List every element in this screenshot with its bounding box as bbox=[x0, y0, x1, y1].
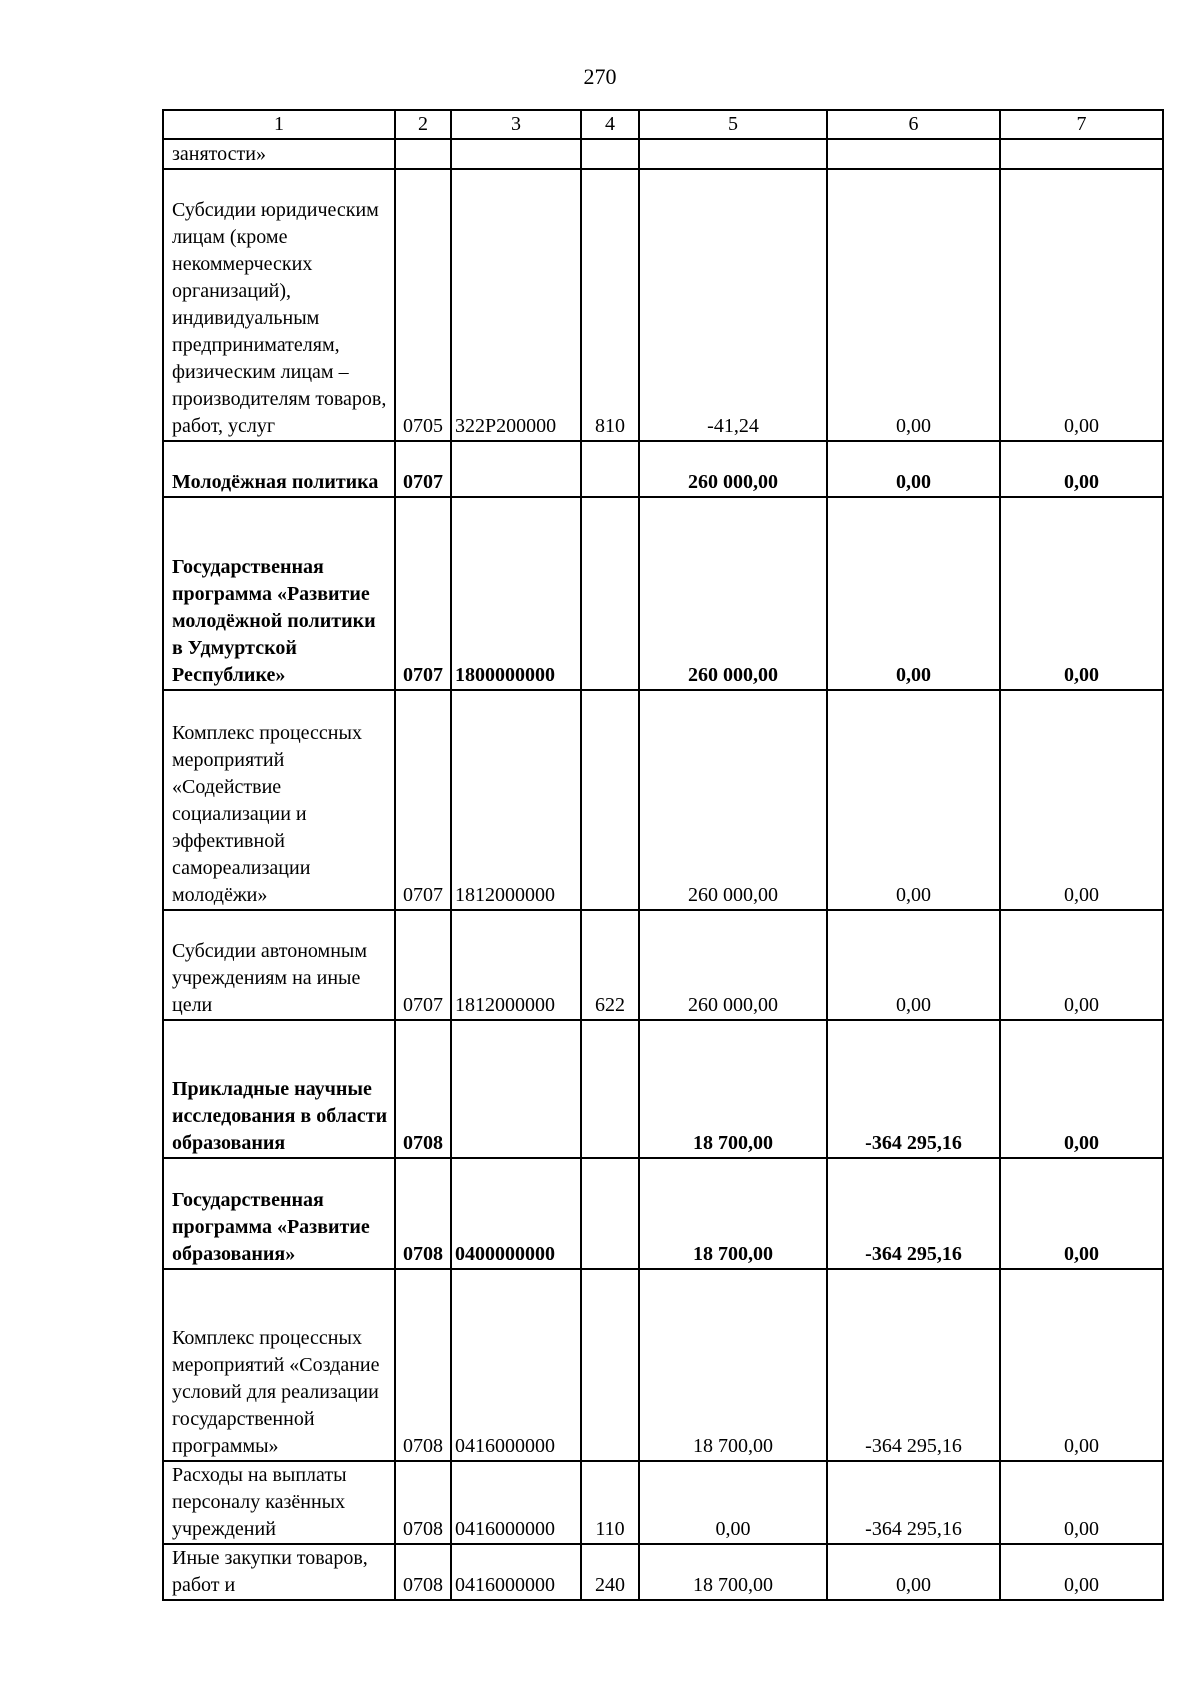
amount-col5-cell bbox=[639, 139, 827, 169]
amount-col6-cell: 0,00 bbox=[827, 497, 1000, 690]
section-code-cell: 0707 bbox=[395, 497, 451, 690]
section-code-cell: 0708 bbox=[395, 1020, 451, 1158]
expense-type-cell bbox=[581, 690, 639, 910]
page-number: 270 bbox=[583, 64, 617, 89]
amount-col7-cell: 0,00 bbox=[1000, 1020, 1163, 1158]
amount-col6-cell: 0,00 bbox=[827, 169, 1000, 441]
table-row bbox=[163, 169, 1163, 441]
amount-col6-cell: 0,00 bbox=[827, 1544, 1000, 1600]
expense-type-cell bbox=[581, 497, 639, 690]
section-code-cell: 0705 bbox=[395, 169, 451, 441]
table-row bbox=[163, 1158, 1163, 1269]
header-row bbox=[163, 110, 1163, 139]
amount-col6-cell: 0,00 bbox=[827, 690, 1000, 910]
budget-table bbox=[162, 109, 1164, 1601]
amount-col7-cell: 0,00 bbox=[1000, 169, 1163, 441]
expense-type-cell bbox=[581, 139, 639, 169]
row-name-cell: Государственная программа «Развитие молодёжной политики в Удмуртской Республике» bbox=[163, 497, 395, 690]
amount-col7-cell: 0,00 bbox=[1000, 1269, 1163, 1461]
amount-col7-cell: 0,00 bbox=[1000, 690, 1163, 910]
header-col-3: 3 bbox=[451, 110, 581, 139]
amount-col5-cell: 18 700,00 bbox=[639, 1020, 827, 1158]
section-code-cell: 0708 bbox=[395, 1269, 451, 1461]
target-article-cell bbox=[451, 441, 581, 497]
row-name-cell: Комплекс процессных мероприятий «Создание условий для реализации государственной программы» bbox=[163, 1269, 395, 1461]
amount-col6-cell: -364 295,16 bbox=[827, 1158, 1000, 1269]
header-col-6: 6 bbox=[827, 110, 1000, 139]
table-row bbox=[163, 139, 1163, 169]
amount-col7-cell: 0,00 bbox=[1000, 441, 1163, 497]
amount-col6-cell: 0,00 bbox=[827, 910, 1000, 1020]
target-article-cell: 1800000000 bbox=[451, 497, 581, 690]
row-name-cell: Субсидии автономным учреждениям на иные цели bbox=[163, 910, 395, 1020]
amount-col7-cell bbox=[1000, 139, 1163, 169]
amount-col6-cell: 0,00 bbox=[827, 441, 1000, 497]
amount-col7-cell: 0,00 bbox=[1000, 1544, 1163, 1600]
target-article-cell: 322P200000 bbox=[451, 169, 581, 441]
header-col-4: 4 bbox=[581, 110, 639, 139]
row-name-cell: Расходы на выплаты персоналу казённых учреждений bbox=[163, 1461, 395, 1544]
row-name-cell: занятости» bbox=[163, 139, 395, 169]
header-col-5: 5 bbox=[639, 110, 827, 139]
amount-col7-cell: 0,00 bbox=[1000, 910, 1163, 1020]
expense-type-cell: 110 bbox=[581, 1461, 639, 1544]
expense-type-cell: 240 bbox=[581, 1544, 639, 1600]
target-article-cell bbox=[451, 1020, 581, 1158]
target-article-cell: 1812000000 bbox=[451, 910, 581, 1020]
amount-col5-cell: 18 700,00 bbox=[639, 1158, 827, 1269]
target-article-cell: 0416000000 bbox=[451, 1269, 581, 1461]
amount-col5-cell: 18 700,00 bbox=[639, 1544, 827, 1600]
amount-col6-cell: -364 295,16 bbox=[827, 1461, 1000, 1544]
section-code-cell: 0707 bbox=[395, 690, 451, 910]
target-article-cell: 0400000000 bbox=[451, 1158, 581, 1269]
target-article-cell bbox=[451, 139, 581, 169]
section-code-cell: 0708 bbox=[395, 1461, 451, 1544]
amount-col5-cell: 260 000,00 bbox=[639, 497, 827, 690]
amount-col6-cell: -364 295,16 bbox=[827, 1020, 1000, 1158]
section-code-cell: 0707 bbox=[395, 910, 451, 1020]
section-code-cell: 0708 bbox=[395, 1158, 451, 1269]
table-row bbox=[163, 1461, 1163, 1544]
table-row bbox=[163, 1020, 1163, 1158]
expense-type-cell bbox=[581, 1269, 639, 1461]
table-row bbox=[163, 1544, 1163, 1600]
amount-col7-cell: 0,00 bbox=[1000, 1158, 1163, 1269]
amount-col5-cell: -41,24 bbox=[639, 169, 827, 441]
amount-col5-cell: 260 000,00 bbox=[639, 910, 827, 1020]
amount-col5-cell: 260 000,00 bbox=[639, 441, 827, 497]
table-row bbox=[163, 1269, 1163, 1461]
target-article-cell: 1812000000 bbox=[451, 690, 581, 910]
amount-col7-cell: 0,00 bbox=[1000, 1461, 1163, 1544]
section-code-cell bbox=[395, 139, 451, 169]
expense-type-cell bbox=[581, 441, 639, 497]
expense-type-cell bbox=[581, 1158, 639, 1269]
amount-col5-cell: 18 700,00 bbox=[639, 1269, 827, 1461]
amount-col5-cell: 260 000,00 bbox=[639, 690, 827, 910]
row-name-cell: Субсидии юридическим лицам (кроме некоммерческих организаций), индивидуальным предпринимателям, физическим лицам – производителям товаров, работ, услуг bbox=[163, 169, 395, 441]
row-name-cell: Государственная программа «Развитие образования» bbox=[163, 1158, 395, 1269]
row-name-cell: Прикладные научные исследования в области образования bbox=[163, 1020, 395, 1158]
table-row bbox=[163, 441, 1163, 497]
row-name-cell: Иные закупки товаров, работ и bbox=[163, 1544, 395, 1600]
row-name-cell: Молодёжная политика bbox=[163, 441, 395, 497]
header-col-2: 2 bbox=[395, 110, 451, 139]
amount-col5-cell: 0,00 bbox=[639, 1461, 827, 1544]
table-row bbox=[163, 497, 1163, 690]
expense-type-cell: 810 bbox=[581, 169, 639, 441]
amount-col6-cell bbox=[827, 139, 1000, 169]
section-code-cell: 0707 bbox=[395, 441, 451, 497]
section-code-cell: 0708 bbox=[395, 1544, 451, 1600]
target-article-cell: 0416000000 bbox=[451, 1461, 581, 1544]
header-col-1: 1 bbox=[163, 110, 395, 139]
amount-col7-cell: 0,00 bbox=[1000, 497, 1163, 690]
expense-type-cell: 622 bbox=[581, 910, 639, 1020]
expense-type-cell bbox=[581, 1020, 639, 1158]
target-article-cell: 0416000000 bbox=[451, 1544, 581, 1600]
amount-col6-cell: -364 295,16 bbox=[827, 1269, 1000, 1461]
table-row bbox=[163, 910, 1163, 1020]
row-name-cell: Комплекс процессных мероприятий «Содействие социализации и эффективной самореализации молодёжи» bbox=[163, 690, 395, 910]
header-col-7: 7 bbox=[1000, 110, 1163, 139]
table-row bbox=[163, 690, 1163, 910]
